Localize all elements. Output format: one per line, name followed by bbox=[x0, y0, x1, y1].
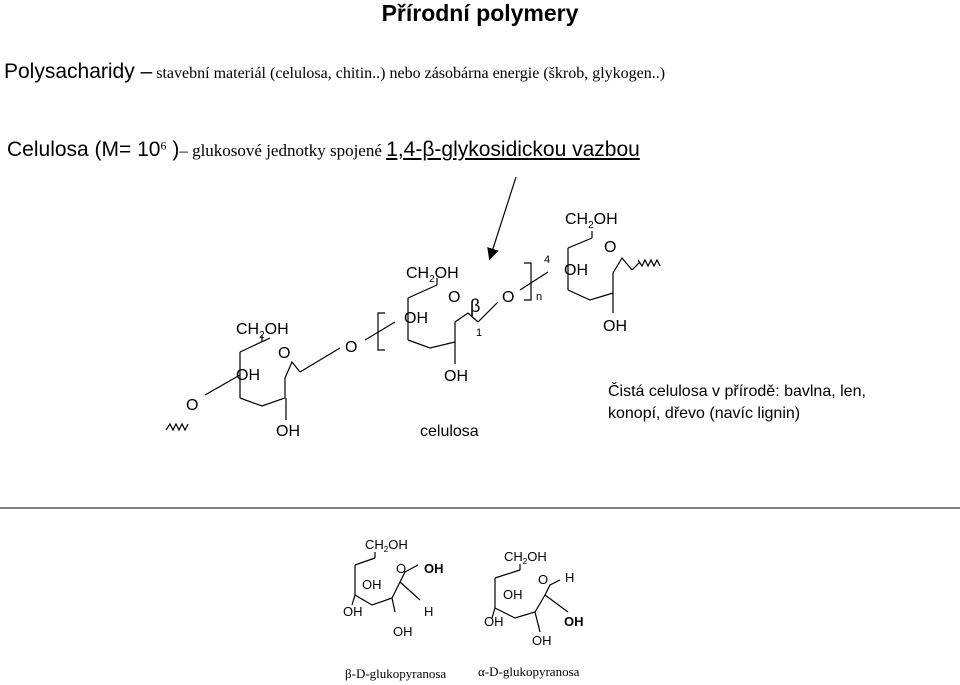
ring-o-left: O bbox=[278, 345, 291, 362]
page-title: Přírodní polymery bbox=[381, 0, 579, 26]
alpha-h: H bbox=[565, 570, 575, 585]
oh-right-b: OH bbox=[603, 318, 627, 335]
position-4: 4 bbox=[544, 254, 551, 266]
alpha-oh-anomeric: OH bbox=[564, 614, 584, 629]
position-1: 1 bbox=[476, 327, 483, 339]
alpha-ring-o: O bbox=[538, 572, 549, 587]
oh-right-a: OH bbox=[564, 262, 588, 279]
beta-ch2oh: $CH_2OH$ bbox=[365, 537, 408, 554]
beta-oh-anomeric: OH bbox=[424, 561, 444, 576]
cellulose-lead-a: Celulosa (M= 10 bbox=[7, 138, 161, 161]
ch2oh-middle: $CH_2OH$ bbox=[406, 265, 459, 285]
cellulose-exponent: 6 bbox=[160, 138, 167, 153]
cellulose-lead-b: ) bbox=[166, 138, 180, 161]
beta-oh-c: OH bbox=[393, 624, 413, 639]
oh-left-b: OH bbox=[276, 423, 300, 440]
ch2oh-left: $CH_2OH$ bbox=[236, 321, 289, 341]
n-subscript: n bbox=[536, 291, 543, 303]
wavy-end-right bbox=[638, 260, 660, 266]
bond-arrow bbox=[490, 177, 516, 258]
beta-h: H bbox=[424, 604, 434, 619]
beta-glucopyranose-label: β-D-glukopyranosa bbox=[345, 666, 447, 681]
alpha-glucopyranose-label: α-D-glukopyranosa bbox=[478, 664, 580, 679]
alpha-ch2oh: $CH_2OH$ bbox=[504, 549, 547, 566]
note-line-2: konopí, dřevo (navíc lignin) bbox=[608, 405, 801, 422]
glycosidic-bond-text: 1,4-β-glykosidickou vazbou bbox=[386, 138, 640, 161]
intro-rest: stavební materiál (celulosa, chitin..) nebo zásobárna energie (škrob, glykogen..) bbox=[152, 65, 666, 82]
cellulose-middle: – glukosové jednotky spojené bbox=[179, 141, 387, 160]
cellulose-label: celulosa bbox=[420, 423, 479, 440]
o-link-left: O bbox=[186, 397, 199, 414]
intro-lead: Polysacharidy – bbox=[4, 60, 153, 83]
ring-o-middle: O bbox=[448, 289, 461, 306]
oh-middle-a: OH bbox=[404, 310, 428, 327]
oh-left-a: OH bbox=[236, 367, 260, 384]
beta-ring-o: O bbox=[396, 561, 407, 576]
note-line-1: Čistá celulosa v přírodě: bavlna, len, bbox=[608, 383, 866, 400]
o-link-mid: O bbox=[345, 339, 358, 356]
alpha-oh-c: OH bbox=[532, 633, 552, 648]
ring-o-right: O bbox=[604, 239, 617, 256]
alpha-oh-a: OH bbox=[503, 587, 523, 602]
beta-oh-b: OH bbox=[343, 604, 363, 619]
ch2oh-right: $CH_2OH$ bbox=[565, 211, 618, 231]
alpha-oh-b: OH bbox=[484, 614, 504, 629]
o-link-right: O bbox=[502, 289, 515, 306]
oh-middle-b: OH bbox=[444, 368, 468, 385]
natural-cellulose-note bbox=[608, 381, 866, 425]
beta-oh-a: OH bbox=[362, 577, 382, 592]
beta-symbol: β bbox=[470, 296, 481, 316]
wavy-end-left bbox=[166, 424, 188, 430]
